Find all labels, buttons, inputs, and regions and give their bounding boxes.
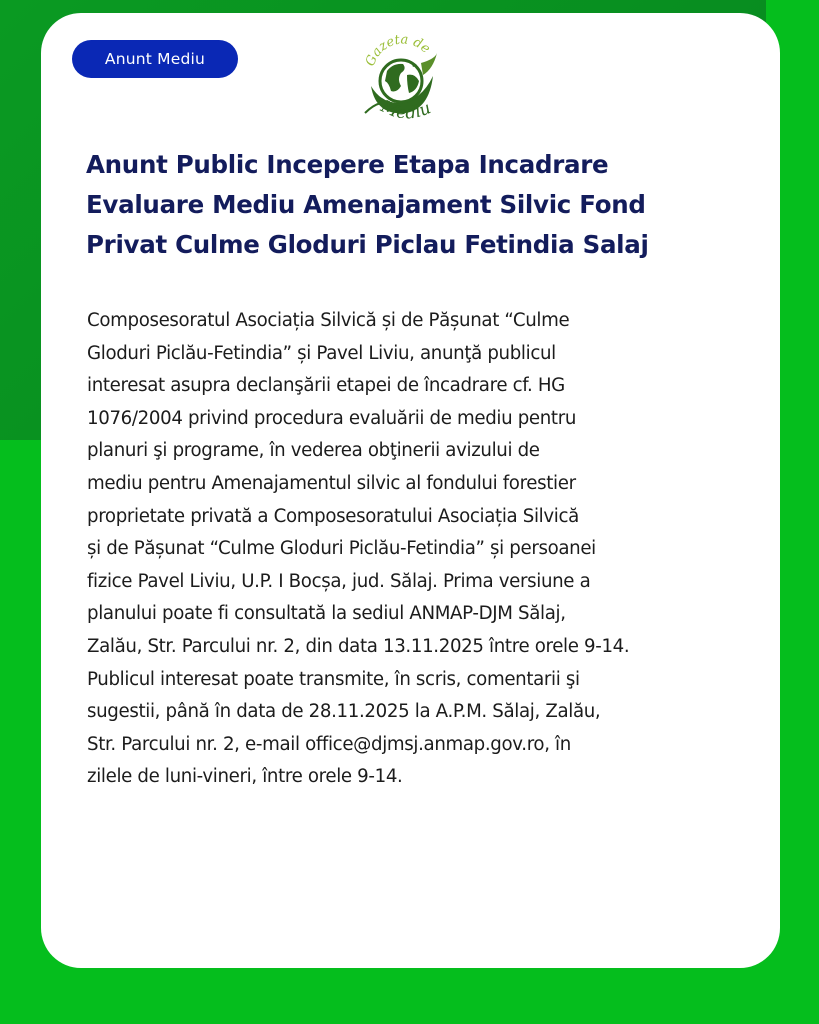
body-line: zilele de luni-vineri, între orele 9-14. — [87, 766, 403, 788]
announcement-body — [87, 305, 767, 794]
body-line: Str. Parcului nr. 2, e-mail office@djmsj.anmap.gov.ro, în — [87, 733, 571, 755]
body-line: planului poate fi consultată la sediul ANMAP-DJM Sălaj, — [87, 603, 566, 625]
gazeta-de-mediu-logo — [351, 31, 451, 133]
body-line: Gloduri Piclău-Fetindia” și Pavel Liviu, anunţă publicul — [87, 342, 556, 364]
title-line: Privat Culme Gloduri Piclau Fetindia Salaj — [86, 230, 649, 259]
body-line: interesat asupra declanşării etapei de încadrare cf. HG — [87, 375, 565, 397]
globe-leaf-icon — [351, 31, 451, 133]
body-line: proprietate privată a Composesoratului Asociația Silvică — [87, 505, 579, 527]
body-line: planuri şi programe, în vederea obţinerii avizului de — [87, 440, 540, 462]
page-title — [86, 145, 766, 265]
body-line: și de Pășunat “Culme Gloduri Piclău-Fetindia” și persoanei — [87, 538, 596, 560]
body-line: sugestii, până în data de 28.11.2025 la A.P.M. Sălaj, Zalău, — [87, 701, 601, 723]
svg-text:Gazeta de: Gazeta de — [363, 32, 433, 69]
body-line: 1076/2004 privind procedura evaluării de mediu pentru — [87, 407, 577, 429]
category-badge[interactable]: Anunt Mediu — [72, 40, 238, 78]
body-line: fizice Pavel Liviu, U.P. I Bocșa, jud. Sălaj. Prima versiune a — [87, 570, 591, 592]
announcement-card — [41, 13, 780, 968]
title-line: Anunt Public Incepere Etapa Incadrare — [86, 150, 609, 179]
body-line: Publicul interesat poate transmite, în scris, comentarii şi — [87, 668, 580, 690]
svg-text:Mediu: Mediu — [377, 96, 434, 124]
body-line: Zalău, Str. Parcului nr. 2, din data 13.11.2025 între orele 9-14. — [87, 635, 630, 657]
title-line: Evaluare Mediu Amenajament Silvic Fond — [86, 190, 646, 219]
body-line: Composesoratul Asociația Silvică și de Pășunat “Culme — [87, 310, 570, 331]
body-line: mediu pentru Amenajamentul silvic al fondului forestier — [87, 472, 576, 494]
